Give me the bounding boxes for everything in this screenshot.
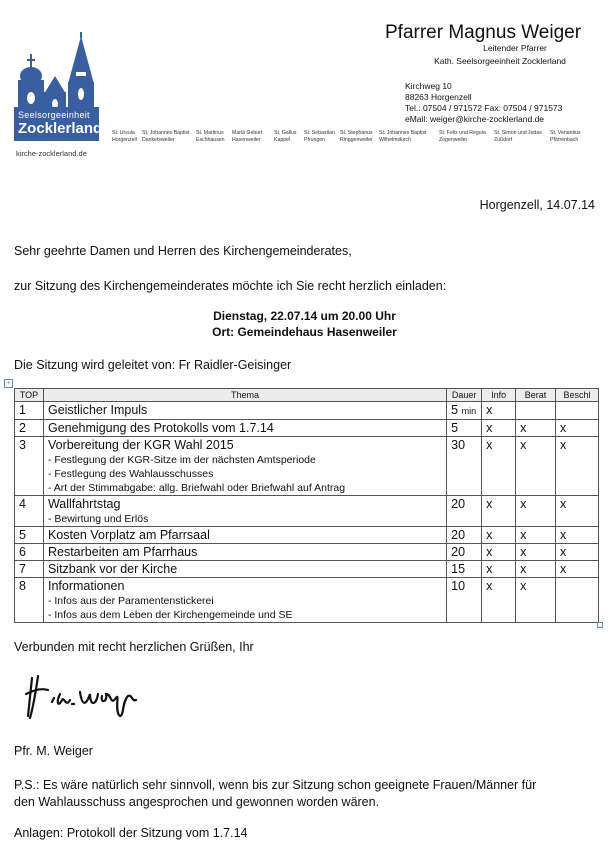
parish-item: St. Johannes Baptist Danketsweiler: [142, 130, 190, 143]
beschl-mark: x: [556, 561, 599, 578]
parish-item: St. Stephanus Ringgenweiler: [340, 130, 373, 143]
invitation-text: zur Sitzung des Kirchengemeinderates möchte ich Sie recht herzlich einladen:: [14, 279, 447, 293]
column-header: Info: [482, 389, 516, 402]
top-number: 3: [15, 437, 44, 496]
duration-value: 10: [447, 578, 482, 623]
column-header: Berat: [516, 389, 556, 402]
top-number: 7: [15, 561, 44, 578]
topic-subitem: - Festlegung des Wahlausschusses: [47, 468, 214, 480]
table-row: [15, 561, 599, 578]
signer-name: Pfr. M. Weiger: [14, 744, 93, 758]
topic-cell: [43, 561, 446, 578]
closing-text: Verbunden mit recht herzlichen Grüßen, Ihr: [14, 640, 254, 654]
salutation: Sehr geehrte Damen und Herren des Kirchengemeinderates,: [14, 244, 352, 258]
ps-line-1: P.S.: Es wäre natürlich sehr sinnvoll, wenn bis zur Sitzung schon geeignete Frauen/Männer für: [14, 778, 537, 792]
parish-item: St. Felix und Regula Zogenweiler: [439, 130, 486, 143]
chair-text: Die Sitzung wird geleitet von: Fr Raidler-Geisinger: [14, 358, 292, 372]
column-header: Thema: [43, 389, 446, 402]
sender-role: Leitender Pfarrer: [483, 43, 547, 53]
table-row: [15, 496, 599, 527]
top-number: 1: [15, 402, 44, 420]
parish-item: St. Simon und Judas Zußdorf: [494, 130, 542, 143]
top-number: 8: [15, 578, 44, 623]
beschl-mark: x: [556, 496, 599, 527]
topic-title: Geistlicher Impuls: [47, 403, 148, 417]
beschl-mark: x: [556, 527, 599, 544]
signature-image: [24, 672, 144, 722]
table-resize-handle-icon[interactable]: [597, 622, 603, 628]
berat-mark: x: [516, 544, 556, 561]
duration-cell: [447, 402, 482, 420]
berat-mark: x: [516, 561, 556, 578]
topic-cell: [43, 544, 446, 561]
duration-unit: min: [461, 406, 477, 416]
info-mark: x: [482, 561, 516, 578]
topic-cell: [43, 496, 446, 527]
info-mark: x: [482, 437, 516, 496]
duration-value: 20: [447, 496, 482, 527]
table-row: [15, 437, 599, 496]
address-email[interactable]: eMail: weiger@kirche-zocklerland.de: [405, 114, 545, 124]
parish-item: St. Martinus Eschhausen: [196, 130, 225, 143]
topic-subitem: - Art der Stimmabgabe: allg. Briefwahl oder Briefwahl auf Antrag: [47, 482, 346, 494]
topic-title: Wallfahrtstag: [47, 497, 121, 511]
parish-item: St. Johannes Baptist Wilhelmskirch: [379, 130, 427, 143]
topic-subitem: - Infos aus dem Leben der Kirchengemeinde und SE: [47, 609, 293, 621]
table-row: [15, 420, 599, 437]
topic-title: Genehmigung des Protokolls vom 1.7.14: [47, 421, 274, 435]
berat-mark: x: [516, 437, 556, 496]
topic-subitem: - Festlegung der KGR-Sitze im der nächsten Amtsperiode: [47, 454, 316, 466]
meeting-date: Dienstag, 22.07.14 um 20.00 Uhr: [213, 309, 396, 323]
table-header-row: [15, 389, 599, 402]
address-phone: Tel.: 07504 / 971572 Fax: 07504 / 971573: [405, 103, 563, 113]
topic-subitem: - Infos aus der Paramentenstickerei: [47, 595, 214, 607]
beschl-mark: x: [556, 437, 599, 496]
duration-value: 5: [447, 420, 482, 437]
parish-item: Mariä Geburt Hasenweiler: [232, 130, 263, 143]
topic-title: Informationen: [47, 579, 125, 593]
address-street: Kirchweg 10: [405, 81, 452, 91]
topic-cell: [43, 420, 446, 437]
parish-item: St. Gallus Kappel: [274, 130, 297, 143]
table-row: [15, 578, 599, 623]
berat-mark: x: [516, 578, 556, 623]
beschl-mark: x: [556, 420, 599, 437]
top-number: 4: [15, 496, 44, 527]
info-mark: x: [482, 496, 516, 527]
topic-cell: [43, 437, 446, 496]
top-number: 5: [15, 527, 44, 544]
parish-item: St. Ursula Horgenzell: [112, 130, 137, 143]
info-mark: x: [482, 402, 516, 420]
top-number: 2: [15, 420, 44, 437]
topic-title: Restarbeiten am Pfarrhaus: [47, 545, 198, 559]
beschl-mark: x: [556, 544, 599, 561]
topic-cell: [43, 578, 446, 623]
column-header: Beschl: [556, 389, 599, 402]
duration-value: 20: [447, 527, 482, 544]
info-mark: x: [482, 420, 516, 437]
berat-mark: x: [516, 527, 556, 544]
berat-mark: x: [516, 420, 556, 437]
berat-mark: [516, 402, 556, 420]
topic-title: Vorbereitung der KGR Wahl 2015: [47, 438, 234, 452]
meeting-place: Ort: Gemeindehaus Hasenweiler: [212, 325, 397, 339]
parish-list: [112, 130, 602, 144]
info-mark: x: [482, 527, 516, 544]
beschl-mark: [556, 402, 599, 420]
column-header: TOP: [15, 389, 44, 402]
beschl-mark: [556, 578, 599, 623]
topic-title: Kosten Vorplatz am Pfarrsaal: [47, 528, 210, 542]
agenda-table: [14, 388, 599, 623]
duration-value: 15: [447, 561, 482, 578]
duration-value: 5: [451, 403, 459, 417]
parish-item: St. Sebastian Pfrungen: [304, 130, 335, 143]
table-row: [15, 527, 599, 544]
info-mark: x: [482, 578, 516, 623]
topic-cell: [43, 527, 446, 544]
table-row: [15, 544, 599, 561]
info-mark: x: [482, 544, 516, 561]
logo-text-line1: Seelsorgeeinheit: [18, 110, 90, 120]
parish-item: St. Venantius Pfärrenbach: [550, 130, 581, 143]
table-move-handle-icon[interactable]: +: [4, 379, 13, 388]
duration-value: 20: [447, 544, 482, 561]
topic-title: Sitzbank vor der Kirche: [47, 562, 178, 576]
column-header: Dauer: [447, 389, 482, 402]
top-number: 6: [15, 544, 44, 561]
sender-unit: Kath. Seelsorgeeinheit Zocklerland: [434, 56, 566, 66]
duration-value: 30: [447, 437, 482, 496]
topic-cell: [43, 402, 446, 420]
address-city: 88263 Horgenzell: [405, 92, 472, 102]
topic-subitem: - Bewirtung und Erlös: [47, 513, 149, 525]
table-row: [15, 402, 599, 420]
website-link[interactable]: kirche-zocklerland.de: [16, 149, 87, 158]
letter-date: Horgenzell, 14.07.14: [479, 198, 595, 212]
berat-mark: x: [516, 496, 556, 527]
attachments-text: Anlagen: Protokoll der Sitzung vom 1.7.14: [14, 826, 248, 840]
sender-name: Pfarrer Magnus Weiger: [385, 22, 582, 43]
logo-text-line2: Zocklerland: [18, 120, 103, 137]
ps-line-2: den Wahlausschuss angesprochen und gewonnen worden wären.: [14, 795, 380, 809]
